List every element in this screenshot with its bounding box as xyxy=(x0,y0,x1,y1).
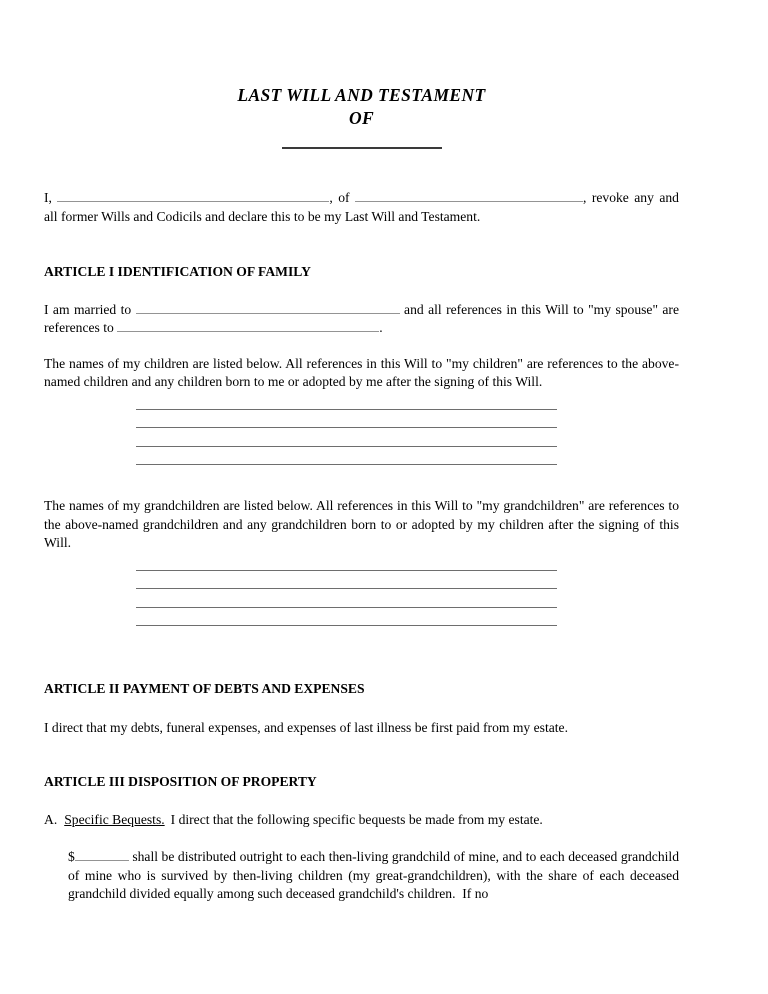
grandchildren-name-line-3[interactable] xyxy=(136,589,557,607)
spouse-name-field[interactable] xyxy=(136,301,400,314)
children-name-line-3[interactable] xyxy=(136,428,557,446)
document-title xyxy=(44,84,679,149)
grandchildren-name-line-4[interactable] xyxy=(136,608,557,626)
article-3-heading: ARTICLE III DISPOSITION OF PROPERTY xyxy=(44,774,317,790)
testator-name-title-blank[interactable] xyxy=(282,147,442,149)
children-name-line-4[interactable] xyxy=(136,447,557,465)
bequest-text: shall be distributed outright to each then-living grandchild of mine, and to each deceased grandchild of mine who is survived by then-living children (my great-grandchildren), with the share of each deceased grandchild divided equally among such deceased grandchild's children. If no xyxy=(68,849,679,902)
children-name-line-2[interactable] xyxy=(136,410,557,428)
opening-paragraph xyxy=(44,189,679,226)
children-intro-paragraph: The names of my children are listed below. All references in this Will to "my children" are references to the above-named children and any children born to me or adopted by me after the signing of this Will. xyxy=(44,355,679,389)
item-a-title: Specific Bequests. xyxy=(64,811,165,827)
married-text-2: and all references in this Will to "my spouse" are references to xyxy=(44,301,679,335)
grandchildren-intro-paragraph: The names of my grandchildren are listed below. All references in this Will to "my grandchildren" are references to the above-named grandchildren and any grandchildren born to or adopted by my children after the signing of this Will. xyxy=(44,498,679,551)
grandchildren-name-line-2[interactable] xyxy=(136,571,557,589)
bequest-dollar-sign: $ xyxy=(68,849,75,865)
item-a-text: I direct that the following specific bequests be made from my estate. xyxy=(170,811,543,827)
children-name-line-1[interactable] xyxy=(136,392,557,410)
debts-paragraph: I direct that my debts, funeral expenses, and expenses of last illness be first paid from my estate. xyxy=(44,719,568,735)
marriage-paragraph xyxy=(44,301,679,338)
opening-text-3: , revoke any and all former Wills and Codicils and declare this to be my Last Will and Testament. xyxy=(44,190,679,224)
married-text-3: . xyxy=(379,320,383,335)
children-name-lines xyxy=(136,392,557,466)
title-line-1: LAST WILL AND TESTAMENT xyxy=(237,85,486,105)
bequest-amount-field[interactable] xyxy=(75,848,129,861)
testator-residence-field[interactable] xyxy=(355,189,583,202)
bequest-paragraph xyxy=(68,848,679,904)
spouse-reference-field[interactable] xyxy=(117,319,379,332)
opening-text-2: , of xyxy=(329,190,355,205)
married-text-1: I am married to xyxy=(44,301,136,317)
grandchildren-name-lines xyxy=(136,553,557,627)
grandchildren-name-line-1[interactable] xyxy=(136,553,557,571)
opening-text-1: I, xyxy=(44,190,58,205)
specific-bequests-line xyxy=(44,811,679,830)
item-a-label: A. xyxy=(44,811,58,827)
title-line-2: OF xyxy=(348,108,375,128)
article-2-heading: ARTICLE II PAYMENT OF DEBTS AND EXPENSES xyxy=(44,681,365,697)
testator-name-field[interactable] xyxy=(57,189,329,202)
article-1-heading: ARTICLE I IDENTIFICATION OF FAMILY xyxy=(44,264,311,279)
